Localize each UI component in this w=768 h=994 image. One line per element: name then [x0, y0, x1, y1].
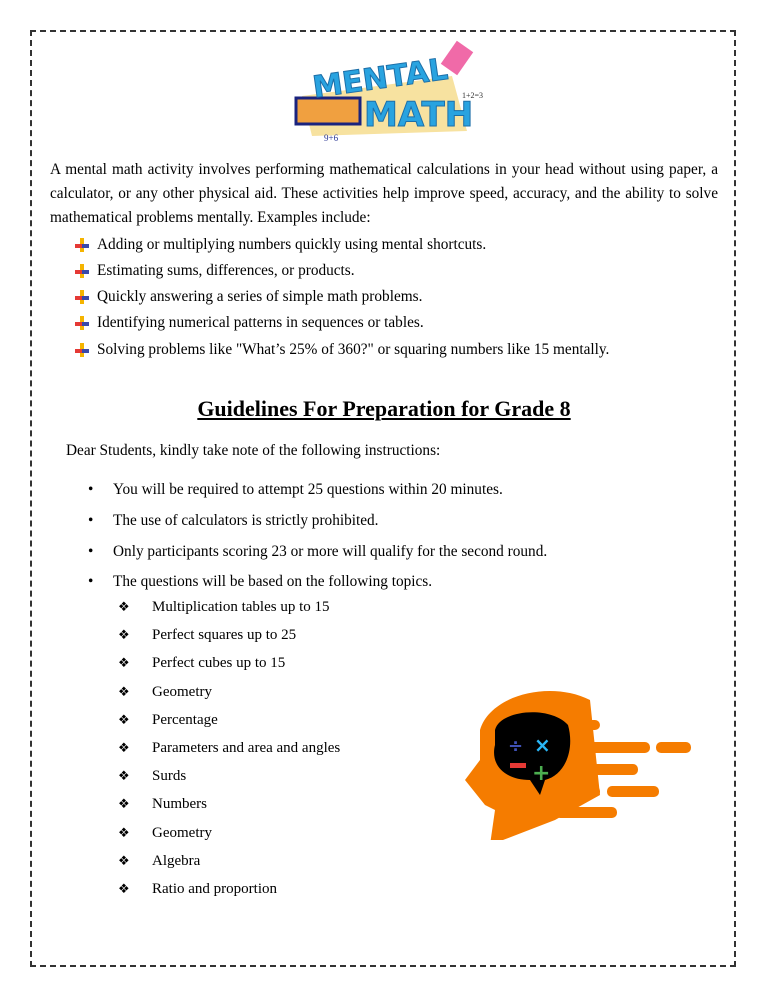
example-item: Quickly answering a series of simple math problems. — [75, 288, 422, 306]
topic-item: ❖ Geometry — [118, 683, 212, 700]
instruction-item: • The use of calculators is strictly prohibited. — [88, 512, 379, 529]
bullet-icon: • — [88, 512, 94, 529]
diamond-bullet-icon: ❖ — [118, 740, 130, 755]
plus-bullet-icon — [75, 264, 89, 278]
topic-item: ❖ Algebra — [118, 852, 201, 869]
instruction-item: • You will be required to attempt 25 questions within 20 minutes. — [88, 481, 503, 498]
example-item: Solving problems like "What’s 25% of 360?" or squaring numbers like 15 mentally. — [75, 341, 609, 359]
plus-bullet-icon — [75, 316, 89, 330]
topic-item: ❖ Ratio and proportion — [118, 881, 277, 897]
diamond-bullet-icon: ❖ — [118, 881, 130, 896]
brain-head-illustration — [460, 680, 692, 840]
example-item: Identifying numerical patterns in sequences or tables. — [75, 314, 424, 332]
svg-text:+: + — [532, 761, 551, 786]
bullet-icon: • — [88, 573, 94, 590]
svg-text:1+2=3: 1+2=3 — [462, 91, 484, 100]
plus-bullet-icon — [75, 238, 89, 252]
diamond-bullet-icon: ❖ — [118, 627, 130, 643]
mental-math-logo — [282, 36, 492, 146]
svg-text:MATH: MATH — [364, 95, 474, 135]
diamond-bullet-icon: ❖ — [118, 852, 130, 868]
page-title: Guidelines For Preparation for Grade 8 — [197, 396, 571, 421]
bullet-icon: • — [88, 543, 94, 560]
bullet-icon: • — [88, 481, 94, 498]
greeting: Dear Students, kindly take note of the following instructions: — [66, 442, 441, 459]
diamond-bullet-icon: ❖ — [118, 796, 130, 812]
diamond-bullet-icon: ❖ — [118, 768, 130, 784]
example-item: Estimating sums, differences, or products. — [75, 262, 355, 280]
topic-item: ❖ Geometry — [118, 824, 212, 841]
diamond-bullet-icon: ❖ — [118, 683, 130, 699]
plus-bullet-icon — [75, 290, 89, 304]
topic-item: ❖ Numbers — [118, 796, 207, 813]
example-item: Adding or multiplying numbers quickly using mental shortcuts. — [75, 236, 486, 254]
svg-text:9+6: 9+6 — [324, 133, 339, 143]
plus-bullet-icon — [75, 343, 89, 357]
topic-item: ❖ Multiplication tables up to 15 — [118, 599, 330, 615]
intro-paragraph: A mental math activity involves performing mathematical calculations in your head without using paper, a calculator, or any other physical aid. These activities help improve speed, accuracy, and the ability to solve mathematical problems mentally. Examples include: — [50, 161, 718, 226]
topic-item: ❖ Perfect squares up to 25 — [118, 627, 297, 644]
svg-text:÷: ÷ — [508, 736, 524, 757]
instruction-item: • The questions will be based on the following topics. — [88, 573, 433, 590]
instruction-item: • Only participants scoring 23 or more will qualify for the second round. — [88, 543, 548, 560]
diamond-bullet-icon: ❖ — [118, 599, 130, 614]
topic-item: ❖ Perfect cubes up to 15 — [118, 655, 286, 672]
topic-item: ❖ Parameters and area and angles — [118, 740, 341, 756]
diamond-bullet-icon: ❖ — [118, 824, 130, 840]
topic-item: ❖ Percentage — [118, 711, 218, 728]
diamond-bullet-icon: ❖ — [118, 655, 130, 671]
svg-text:×: × — [534, 733, 551, 757]
svg-text:MENTAL: MENTAL — [310, 51, 451, 106]
topic-item: ❖ Surds — [118, 768, 187, 785]
diamond-bullet-icon: ❖ — [118, 711, 130, 727]
